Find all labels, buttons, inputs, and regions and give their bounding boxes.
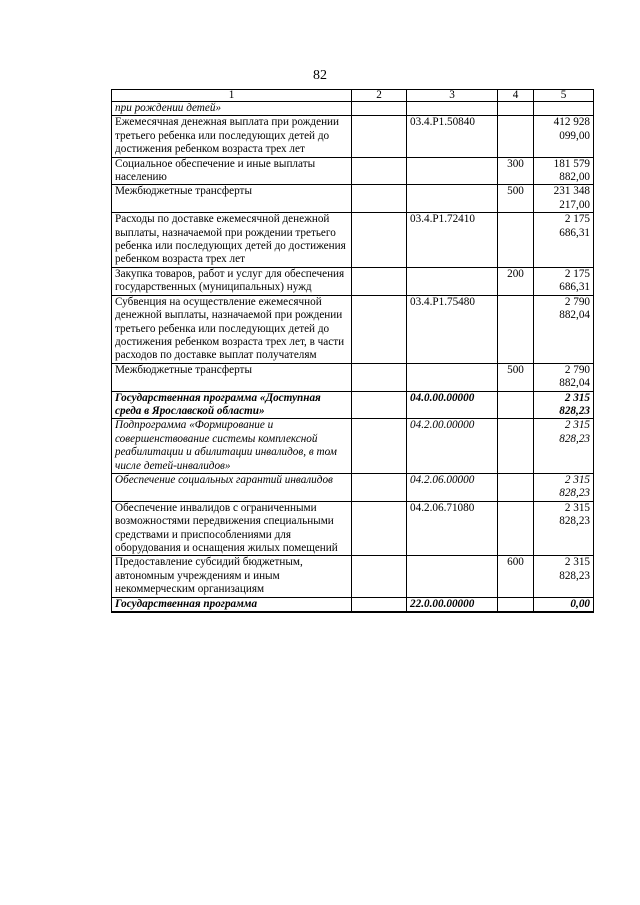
row-code-cell: 03.4.P1.50840 (407, 116, 498, 157)
row-code-cell (407, 185, 498, 213)
row-name-cell: Межбюджетные трансферты (112, 185, 352, 213)
row-code-cell (407, 363, 498, 391)
row-code-cell (407, 157, 498, 185)
row-type-cell (498, 419, 534, 474)
row-code-cell: 04.2.00.00000 (407, 419, 498, 474)
table-row (112, 116, 594, 157)
row-amount-cell: 2 315 828,23 (534, 473, 594, 501)
header-col-4: 4 (498, 90, 534, 102)
page-number: 82 (313, 68, 327, 83)
row-col2-cell (352, 267, 407, 295)
row-amount-cell: 231 348 217,00 (534, 185, 594, 213)
table-row (112, 295, 594, 363)
row-col2-cell (352, 295, 407, 363)
row-amount-cell: 2 175 686,31 (534, 213, 594, 268)
row-type-cell (498, 102, 534, 116)
row-name-cell: Государственная программа «Доступная среда в Ярославской области» (112, 391, 352, 419)
row-code-cell: 22.0.00.00000 (407, 597, 498, 612)
table-body (112, 102, 594, 613)
header-col-3: 3 (407, 90, 498, 102)
table-header-row (112, 90, 594, 102)
row-amount-cell: 412 928 099,00 (534, 116, 594, 157)
row-type-cell: 600 (498, 556, 534, 597)
row-code-cell: 04.0.00.00000 (407, 391, 498, 419)
row-name-cell: Ежемесячная денежная выплата при рождении третьего ребенка или последующих детей до достижения ребенком возраста трех лет (112, 116, 352, 157)
row-col2-cell (352, 363, 407, 391)
row-name-cell: Межбюджетные трансферты (112, 363, 352, 391)
row-code-cell (407, 556, 498, 597)
table-row (112, 102, 594, 116)
row-amount-cell: 2 175 686,31 (534, 267, 594, 295)
row-type-cell (498, 213, 534, 268)
table-row (112, 556, 594, 597)
row-amount-cell: 2 790 882,04 (534, 295, 594, 363)
budget-table (111, 89, 594, 613)
row-code-cell (407, 102, 498, 116)
table-row (112, 391, 594, 419)
row-name-cell: Закупка товаров, работ и услуг для обеспечения государственных (муниципальных) нужд (112, 267, 352, 295)
table-row (112, 363, 594, 391)
row-code-cell: 03.4.P1.75480 (407, 295, 498, 363)
row-col2-cell (352, 473, 407, 501)
row-amount-cell: 2 790 882,04 (534, 363, 594, 391)
row-name-cell: Подпрограмма «Формирование и совершенствование системы комплексной реабилитации и абилитации инвалидов, в том числе детей-инвалидов» (112, 419, 352, 474)
row-type-cell: 500 (498, 363, 534, 391)
row-type-cell: 500 (498, 185, 534, 213)
row-col2-cell (352, 102, 407, 116)
table-row (112, 213, 594, 268)
row-name-cell: Государственная программа (112, 597, 352, 612)
row-col2-cell (352, 116, 407, 157)
row-amount-cell: 2 315 828,23 (534, 419, 594, 474)
row-type-cell: 200 (498, 267, 534, 295)
row-col2-cell (352, 501, 407, 556)
row-name-cell: Обеспечение социальных гарантий инвалидов (112, 473, 352, 501)
table-row (112, 597, 594, 612)
row-col2-cell (352, 213, 407, 268)
header-col-1: 1 (112, 90, 352, 102)
row-col2-cell (352, 597, 407, 612)
row-name-cell: Социальное обеспечение и иные выплаты населению (112, 157, 352, 185)
row-amount-cell: 181 579 882,00 (534, 157, 594, 185)
row-amount-cell: 2 315 828,23 (534, 391, 594, 419)
row-type-cell (498, 295, 534, 363)
table-row (112, 419, 594, 474)
header-col-2: 2 (352, 90, 407, 102)
row-col2-cell (352, 391, 407, 419)
row-type-cell (498, 116, 534, 157)
row-code-cell: 03.4.P1.72410 (407, 213, 498, 268)
row-type-cell: 300 (498, 157, 534, 185)
row-name-cell: Предоставление субсидий бюджетным, автономным учреждениям и иным некоммерческим организациям (112, 556, 352, 597)
row-name-cell: при рождении детей» (112, 102, 352, 116)
table-row (112, 157, 594, 185)
row-type-cell (498, 501, 534, 556)
row-code-cell: 04.2.06.71080 (407, 501, 498, 556)
row-amount-cell: 2 315 828,23 (534, 556, 594, 597)
row-name-cell: Расходы по доставке ежемесячной денежной выплаты, назначаемой при рождении третьего ребенка или последующих детей до достижения ребенком возраста трех лет (112, 213, 352, 268)
row-amount-cell: 0,00 (534, 597, 594, 612)
row-amount-cell: 2 315 828,23 (534, 501, 594, 556)
table-row (112, 501, 594, 556)
row-type-cell (498, 597, 534, 612)
row-col2-cell (352, 157, 407, 185)
table-row (112, 185, 594, 213)
table-row (112, 473, 594, 501)
row-type-cell (498, 473, 534, 501)
row-code-cell: 04.2.06.00000 (407, 473, 498, 501)
header-col-5: 5 (534, 90, 594, 102)
row-col2-cell (352, 185, 407, 213)
row-code-cell (407, 267, 498, 295)
row-amount-cell (534, 102, 594, 116)
row-type-cell (498, 391, 534, 419)
row-name-cell: Субвенция на осуществление ежемесячной денежной выплаты, назначаемой при рождении третьего ребенка или последующих детей до достижения ребенком возраста трех лет, в части расходов по доставке выплат получателям (112, 295, 352, 363)
row-col2-cell (352, 419, 407, 474)
row-col2-cell (352, 556, 407, 597)
row-name-cell: Обеспечение инвалидов с ограниченными возможностями передвижения специальными средствами и приспособлениями для оборудования и оснащения жилых помещений (112, 501, 352, 556)
table-row (112, 267, 594, 295)
